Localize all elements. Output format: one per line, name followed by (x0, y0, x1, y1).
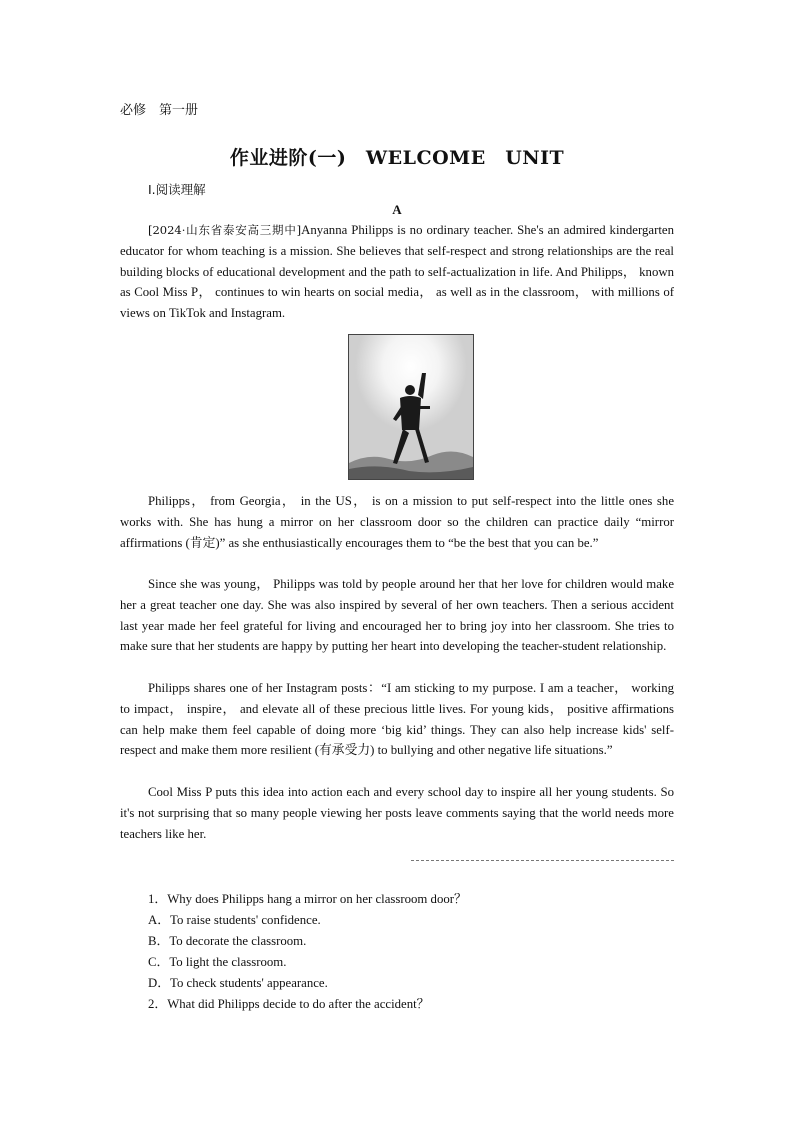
passage-photo (348, 334, 474, 480)
question-1-option-c: C．To light the classroom. (148, 955, 287, 969)
book-header: 必修 第一册 (120, 102, 199, 117)
passage-source: [2024·山东省泰安高三期中] (148, 223, 302, 237)
passage-paragraph-4: Philipps shares one of her Instagram posts：“I am sticking to my purpose. I am a teacher， working to impact， inspire， and elevate all of these precious little lives. For young kids， positive affirmations can help make them feel capable of doing more ‘big kid’ things. They can also help increase kids' self-respect and make them more resilient (有承受力) to bullying and other negative life situations.” (120, 681, 674, 758)
passage-letter: A (392, 202, 402, 217)
silhouette-figure-image (349, 335, 473, 479)
question-1-option-a: A．To raise students' confidence. (148, 913, 321, 927)
passage-paragraph-3: Since she was young， Philipps was told by people around her that her love for children would make her a great teacher one day. She was also inspired by several of her own teachers. Then a serious accident last year made her feel grateful for living and encouraged her to bring joy into her classroom. She tries to make sure that her students are happy by putting her heart into developing the teacher-student relationship. (120, 577, 674, 654)
passage-paragraph-2: Philipps， from Georgia， in the US， is on a mission to put self-respect into the little ones she works with. She has hung a mirror on her classroom door so the children can practice daily “mirror affirmations (肯定)” as she enthusiastically encourages them to “be the best that you can be.” (120, 494, 674, 550)
page-title: 作业进阶(一) WELCOME UNIT (229, 147, 565, 169)
paragraph-1-text: Anyanna Philipps is no ordinary teacher. She's an admired kindergarten educator for whom teaching is a mission. She believes that self-respect and strong relationships are the real building blocks of educational development and the path to self-actualization in life. And Philipps， known as Cool Miss P， continues to win hearts on social media， as well as in the classroom， with millions of views on TikTok and Instagram. (120, 223, 674, 321)
question-1-option-d: D．To check students' appearance. (148, 976, 328, 990)
section-heading: Ⅰ.阅读理解 (148, 182, 206, 197)
question-1-option-b: B．To decorate the classroom. (148, 934, 307, 948)
passage-paragraph-1 (120, 220, 674, 324)
question-1-stem: 1．Why does Philipps hang a mirror on her classroom door？ (148, 892, 467, 906)
dashed-divider (411, 860, 674, 861)
question-2-stem: 2．What did Philipps decide to do after the accident？ (148, 997, 430, 1011)
passage-paragraph-5: Cool Miss P puts this idea into action each and every school day to inspire all her young students. So it's not surprising that so many people viewing her posts leave comments saying that the world needs more teachers like her. (120, 785, 674, 841)
